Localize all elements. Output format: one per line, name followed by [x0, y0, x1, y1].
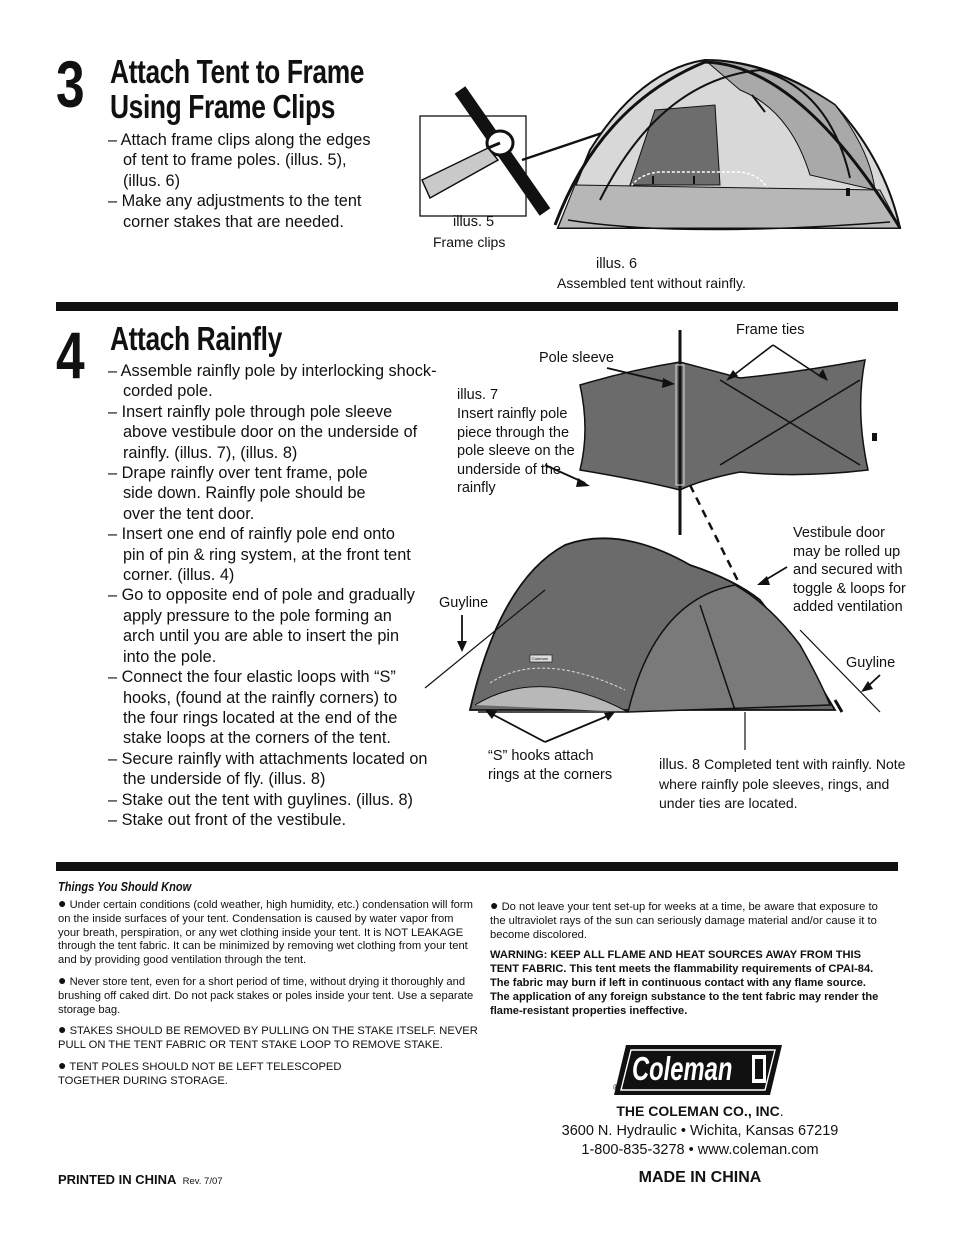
step-4-bullet-5: – Go to opposite end of pole and gradually apply pressure to the pole forming an arch until you are able to insert the pin into the pole. — [108, 586, 415, 666]
step-3-title-line2: Using Frame Clips — [110, 88, 335, 125]
illus-6-caption: Assembled tent without rainfly. — [557, 275, 746, 291]
know-heading: Things You Should Know — [58, 879, 192, 894]
step-3-bullet-1: – Attach frame clips along the edges of tent to frame poles. (illus. 5), (illus. 6) — [108, 131, 371, 190]
step-3-title-line1: Attach Tent to Frame — [110, 53, 365, 90]
know-item-right: ● Do not leave your tent set-up for weeks at a time, be aware that exposure to the ultraviolet rays of the sun can seriously damage material and/or cause it to become discolored. — [490, 897, 878, 941]
company-address: 3600 N. Hydraulic • Wichita, Kansas 67219 — [561, 1123, 839, 1139]
frame-ties-label: Frame ties — [736, 322, 805, 338]
step-4-bullet-9: – Stake out front of the vestibule. — [108, 810, 347, 829]
bullet-icon: ● — [490, 897, 499, 913]
bullet-icon: ● — [58, 895, 67, 911]
step-4-bullet-2: – Insert rainfly pole through pole sleeve above vestibule door on the underside of rainfly. (illus. 7), (illus. 8) — [108, 402, 418, 462]
flame-warning: WARNING: KEEP ALL FLAME AND HEAT SOURCES AWAY FROM THIS TENT FABRIC. This tent meets the flammability requirements of CPAI-84. The fabric may burn if left in continuous contact with any flame source. The application of any foreign substance to the tent fabric may render the flame-resistant properties ineffective. — [490, 949, 879, 1017]
know-list-left — [58, 895, 478, 1096]
step-3-number: 3 — [56, 47, 84, 121]
guyline-left-label: Guyline — [439, 595, 489, 611]
coleman-logo — [612, 1043, 784, 1097]
coleman-logo-text: Coleman — [632, 1050, 733, 1087]
step-4-bullet-3: – Drape rainfly over tent frame, pole side down. Rainfly pole should be over the tent door. — [108, 464, 368, 523]
pole-sleeve-label: Pole sleeve — [539, 350, 614, 366]
step-4-bullet-7: – Secure rainfly with attachments located on the underside of fly. (illus. 8) — [108, 749, 428, 789]
illus-5-caption: Frame clips — [433, 234, 506, 250]
know-item-3: ● STAKES SHOULD BE REMOVED BY PULLING ON THE STAKE ITSELF. NEVER PULL ON THE TENT FABRIC OR TENT STAKE LOOP TO REMOVE STAKE. — [58, 1021, 478, 1052]
company-name: THE COLEMAN CO., INC. — [616, 1103, 784, 1119]
bullet-icon: ● — [58, 1056, 67, 1073]
illus-7-label: illus. 7 — [457, 387, 499, 403]
illus-6-label: illus. 6 — [596, 256, 638, 272]
bullet-icon: ● — [58, 971, 67, 988]
step-4-bullet-1: – Assemble rainfly pole by interlocking shock-corded pole. — [108, 362, 437, 401]
illus-8-caption: Completed tent with rainfly. Note where rainfly pole sleeves, rings, and under ties are located. — [659, 756, 906, 812]
registered-mark: ® — [613, 1083, 619, 1092]
bullet-icon: ● — [58, 1021, 67, 1038]
company-contact: 1-800-835-3278 • www.coleman.com — [581, 1142, 819, 1158]
section-divider-2 — [56, 862, 898, 871]
step-4-title: Attach Rainfly — [110, 320, 282, 357]
revision: Rev. 7/07 — [182, 1176, 223, 1187]
illus-8-label: illus. 8 — [659, 757, 701, 773]
know-item-1: ● Under certain conditions (cold weather, high humidity, etc.) condensation will form on the inside surfaces of your tent. Condensation is caused by water vapor from your breath, perspiration, or any wet clothing inside your tent. It is NOT LEAKAGE through the tent fabric. It can be minimized by removing wet clothing from your tent and by providing good ventilation through the tent. — [58, 895, 473, 967]
illus-8-caption-block — [659, 755, 909, 814]
guyline-right-label: Guyline — [846, 655, 896, 671]
step-4-bullet-6: – Connect the four elastic loops with “S” hooks, (found at the rainfly corners) to the four rings located at the end of the stake loops at the corners of the tent. — [108, 668, 398, 748]
illus-5-label: illus. 5 — [453, 214, 495, 230]
know-item-4: ● TENT POLES SHOULD NOT BE LEFT TELESCOPED TOGETHER DURING STORAGE. — [58, 1056, 342, 1087]
step-4-bullet-8: – Stake out the tent with guylines. (illus. 8) — [108, 790, 413, 809]
s-hooks-label: “S” hooks attach rings at the corners — [488, 748, 613, 783]
step-3-bullet-2: – Make any adjustments to the tent corner stakes that are needed. — [108, 192, 362, 231]
printed-in: PRINTED IN CHINA Rev. 7/07 — [58, 1172, 223, 1187]
made-in-china: MADE IN CHINA — [638, 1169, 762, 1186]
tent-logo: Coleman — [532, 656, 549, 661]
step-4-bullet-4: – Insert one end of rainfly pole end onto pin of pin & ring system, at the front tent corner. (illus. 4) — [108, 525, 411, 585]
step-4-number: 4 — [56, 318, 84, 392]
know-item-2: ● Never store tent, even for a short period of time, without drying it thoroughly and brushing off caked dirt. Do not pack stakes or poles inside your tent. Use a separate storage bag. — [58, 971, 474, 1016]
vestibule-note: Vestibule door may be rolled up and secured with toggle & loops for added ventilation — [793, 525, 906, 616]
illus-7-caption: Insert rainfly pole piece through the pole sleeve on the underside of the rainfly — [457, 406, 575, 497]
